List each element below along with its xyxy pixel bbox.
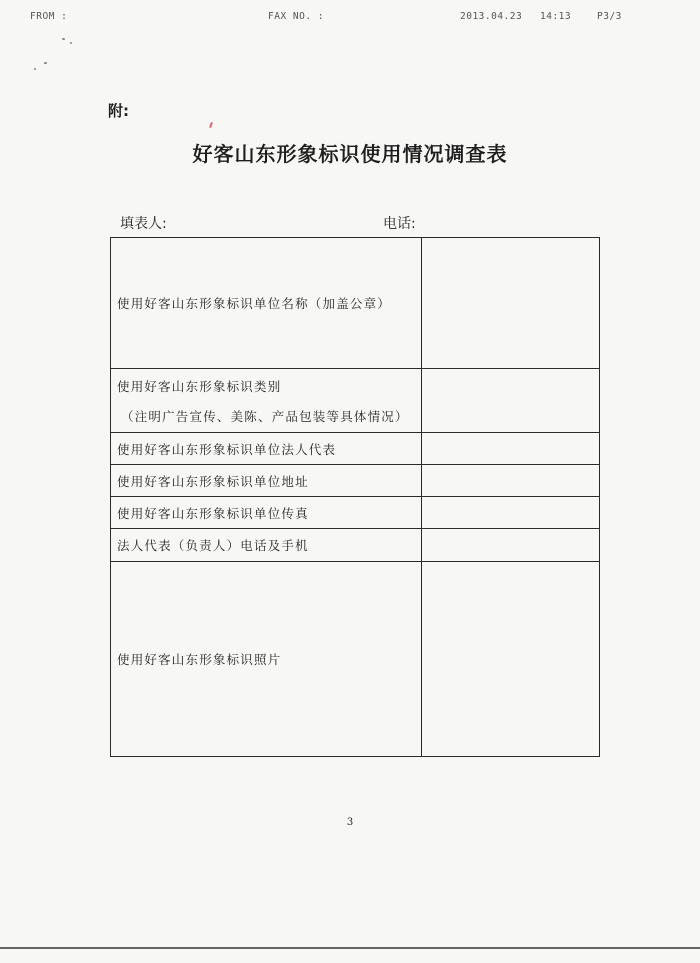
row-value-fax[interactable] [422,497,600,529]
row-label-fax: 使用好客山东形象标识单位传真 [111,497,422,529]
row-value-address[interactable] [422,465,600,497]
category-note: （注明广告宣传、美陈、产品包装等具体情况） [121,408,409,424]
row-label-unit-name: 使用好客山东形象标识单位名称（加盖公章） [111,238,422,369]
scan-speck [44,62,47,64]
table-row [111,465,600,497]
phone-label: 电话: [383,216,416,232]
row-value-photo[interactable] [422,562,600,757]
table-row [111,369,600,433]
fax-from: FROM : [30,11,68,22]
page-number: 3 [346,817,354,828]
row-value-category[interactable] [422,369,600,433]
table-row [111,529,600,562]
page-title: 好客山东形象标识使用情况调查表 [192,142,508,166]
row-label-address: 使用好客山东形象标识单位地址 [111,465,422,497]
category-label: 使用好客山东形象标识类别 [117,378,282,394]
table-row [111,433,600,465]
survey-table [110,237,600,757]
fax-number: FAX NO. : [268,11,324,22]
annex-label: 附: [108,102,129,120]
fax-header [0,11,700,27]
row-label-contact-phone: 法人代表（负责人）电话及手机 [111,529,422,562]
table-row [111,238,600,369]
filler-label: 填表人: [120,216,167,232]
row-value-contact-phone[interactable] [422,529,600,562]
scan-speck [34,68,36,70]
fax-page: P3/3 [597,11,622,22]
row-label-category [111,369,422,433]
fax-time: 14:13 [540,11,572,22]
scan-speck [70,42,72,44]
row-label-photo: 使用好客山东形象标识照片 [111,562,422,757]
row-label-legal-rep: 使用好客山东形象标识单位法人代表 [111,433,422,465]
row-value-legal-rep[interactable] [422,433,600,465]
table-row [111,562,600,757]
scan-edge-line [0,947,700,949]
scan-speck [62,38,65,40]
table-row [111,497,600,529]
ink-mark [209,122,213,128]
row-value-unit-name[interactable] [422,238,600,369]
fax-date: 2013.04.23 [460,11,523,22]
